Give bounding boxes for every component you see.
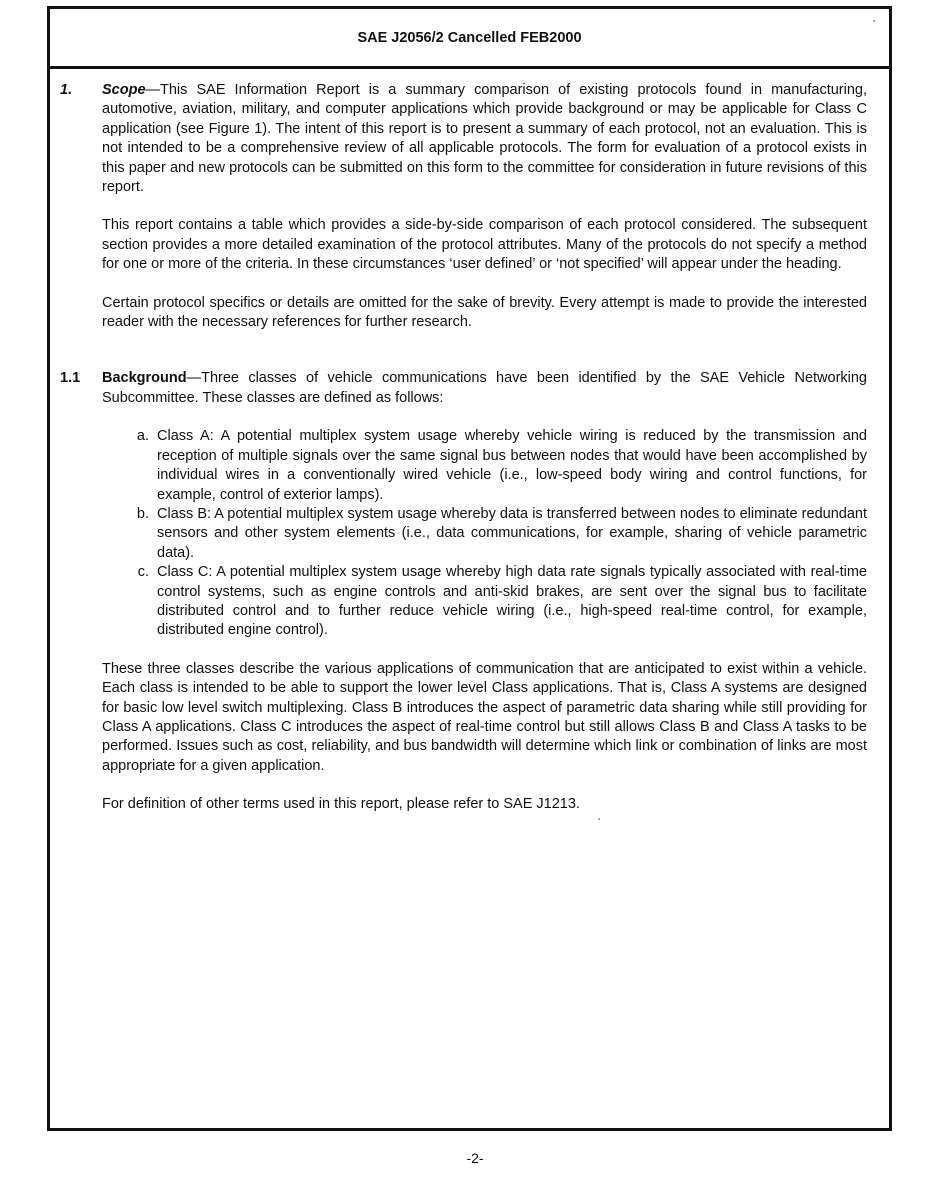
list-item bbox=[102, 505, 867, 563]
class-list bbox=[102, 427, 867, 640]
list-item-label: b. bbox=[136, 505, 149, 522]
list-item-text: Class B: A potential multiplex system usage whereby data is transferred between nodes to eliminate redundant sensors and other system elements (i.e., data communications, for example, sharing of vehicle parametric data). bbox=[157, 505, 867, 561]
list-item-label: c. bbox=[137, 564, 149, 581]
list-item-label: a. bbox=[136, 428, 149, 445]
list-item bbox=[102, 563, 867, 641]
header-title: SAE J2056/2 Cancelled FEB2000 bbox=[357, 29, 582, 46]
section-background bbox=[50, 369, 889, 833]
section-body bbox=[102, 369, 867, 833]
paragraph: Background—Three classes of vehicle communications have been identified by the SAE Vehicle Networking Subcommittee. These classes are defined as follows: bbox=[102, 370, 867, 406]
paragraph: This report contains a table which provides a side-by-side comparison of each protocol considered. The subsequent section provides a more detailed examination of the protocol attributes. Many of the protocols do not specify a method for one or more of the criteria. In these circumstances ‘user defined’ or ‘not specified’ will appear under the heading. bbox=[102, 217, 867, 273]
section-scope bbox=[50, 81, 889, 351]
page-frame bbox=[47, 6, 892, 1131]
list-item bbox=[102, 427, 867, 505]
section-number: 1. bbox=[60, 82, 73, 98]
section-heading: Background bbox=[102, 370, 187, 387]
paragraph: For definition of other terms used in this report, please refer to SAE J1213. bbox=[102, 796, 580, 813]
list-item-text: Class A: A potential multiplex system usage whereby vehicle wiring is reduced by the transmission and reception of multiple signals over the same signal bus between nodes that would have been accomplished by individual wires in a conventionally wired vehicle (i.e., low-speed body wiring and control functions, for example, control of exterior lamps). bbox=[157, 428, 867, 503]
paragraph: Certain protocol specifics or details are omitted for the sake of brevity. Every attempt is made to provide the interested reader with the necessary references for further research. bbox=[102, 294, 867, 331]
paragraph: These three classes describe the various applications of communication that are anticipated to exist within a vehicle. Each class is intended to be able to support the lower level Class applications. That is, Class A systems are designed for basic low level switch multiplexing. Class B introduces the aspect of parametric data sharing while still providing for Class A applications. Class C introduces the aspect of real-time control but still allows Class B and Class A tasks to be performed. Issues such as cost, reliability, and bus bandwidth will determine which link or combination of links are most appropriate for a given application. bbox=[102, 660, 867, 774]
section-body bbox=[102, 81, 867, 351]
page-header bbox=[50, 9, 889, 69]
paragraph: Scope—This SAE Information Report is a summary comparison of existing protocols found in manufacturing, automotive, aviation, military, and computer applications which provide background or may be applicable for Class C application (see Figure 1). The intent of this report is to present a summary of each protocol, not an evaluation. This is not intended to be a comprehensive review of all applicable protocols. The form for evaluation of a protocol exists in this paper and new protocols can be submitted on this form to the committee for consideration in future revisions of this report. bbox=[102, 82, 867, 196]
page-number: -2- bbox=[466, 1150, 484, 1166]
section-number: 1.1 bbox=[60, 370, 81, 387]
section-heading: Scope bbox=[102, 82, 146, 98]
page-content bbox=[50, 69, 889, 834]
list-item-text: Class C: A potential multiplex system usage whereby high data rate signals typically associated with real-time control systems, such as engine controls and anti-skid brakes, are sent over the signal bus to facilitate distributed control and to further reduce vehicle wiring (i.e., high-speed real-time control, for example, distributed engine control). bbox=[157, 564, 867, 639]
